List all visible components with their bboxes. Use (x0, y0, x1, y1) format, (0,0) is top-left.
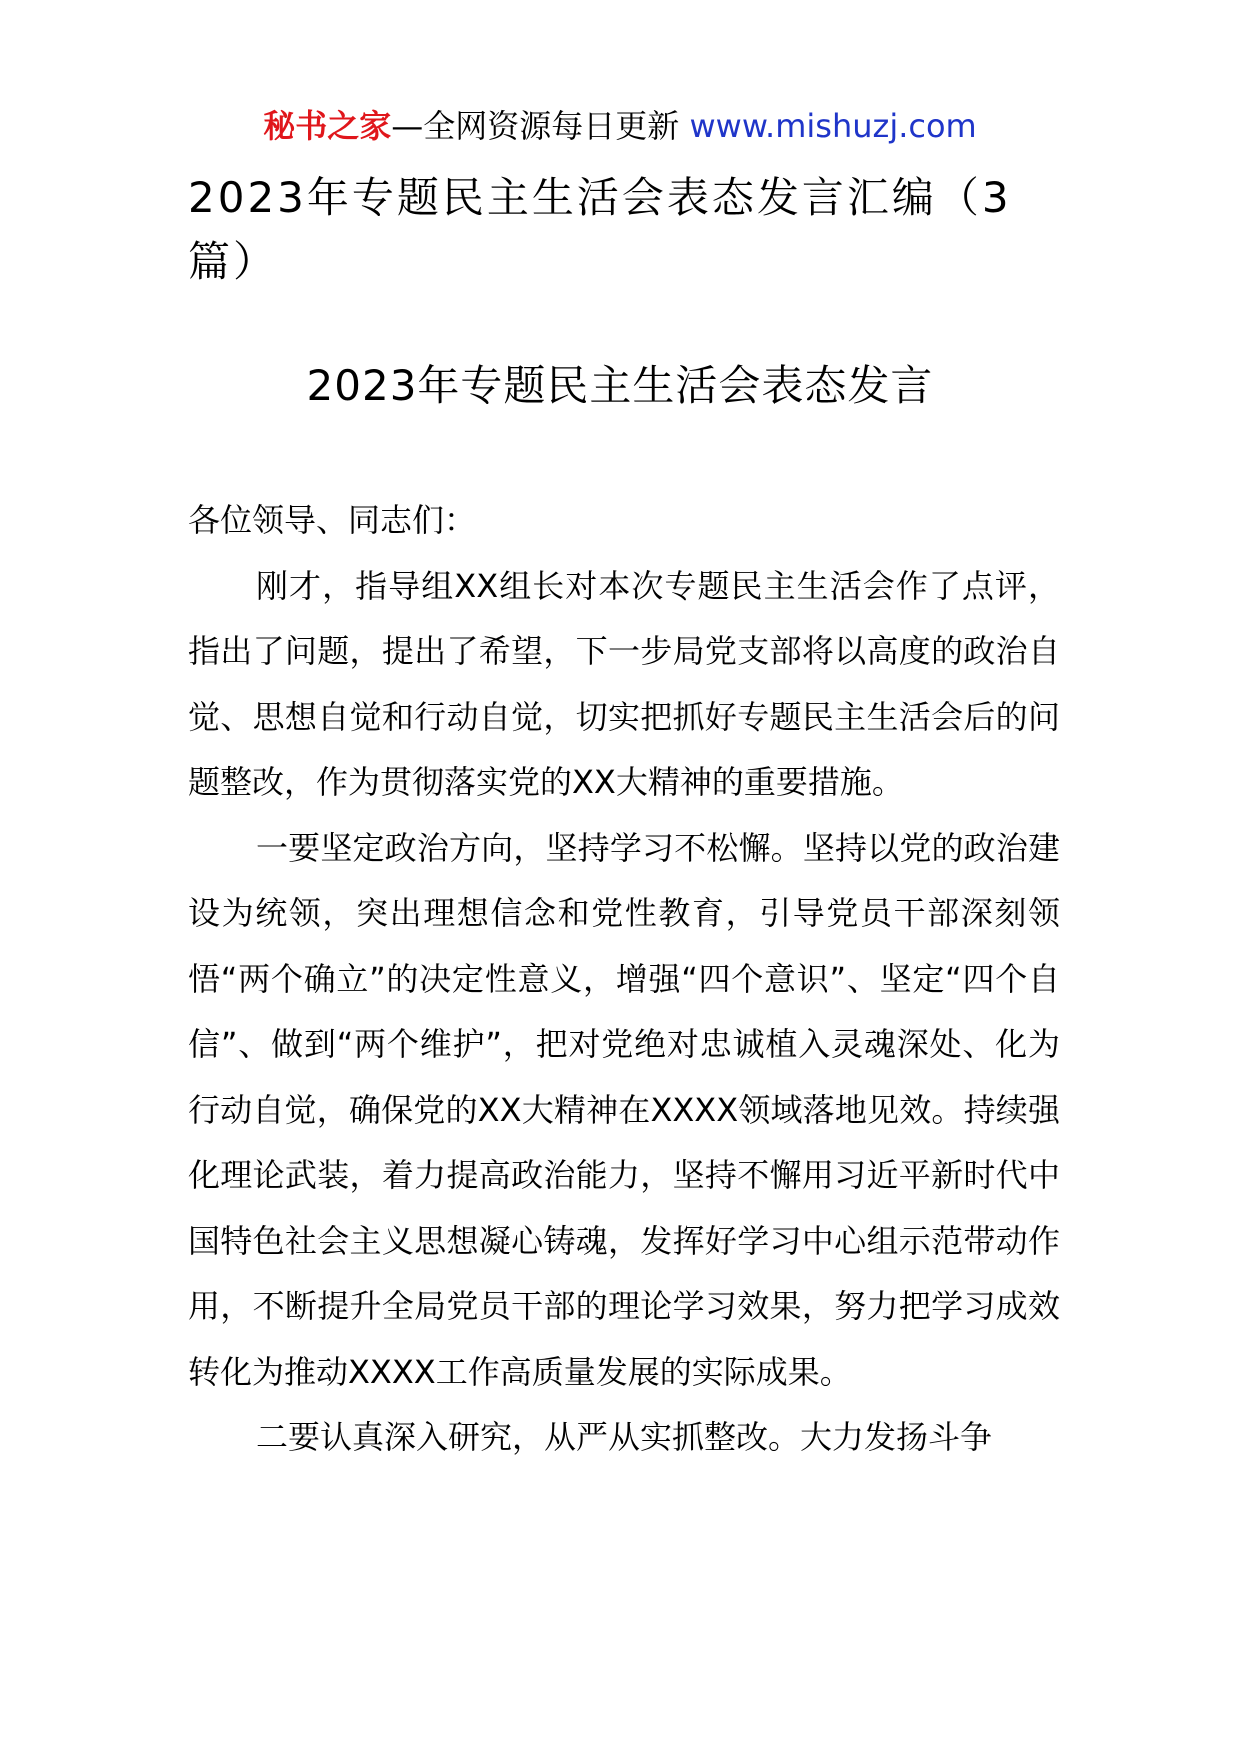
paragraph-2: 一要坚定政治方向，坚持学习不松懈。坚持以党的政治建设为统领，突出理想信念和党性教育，引导党员干部深刻领悟“两个确立”的决定性意义，增强“四个意识”、坚定“四个自信”、做到“两个维护”，把对党绝对忠诚植入灵魂深处、化为行动自觉，确保党的XX大精神在XXXX领域落地见效。持续强化理论武装，着力提高政治能力，坚持不懈用习近平新时代中国特色社会主义思想凝心铸魂，发挥好学习中心组示范带动作用，不断提升全局党员干部的理论学习效果，努力把学习成效转化为推动XXXX工作高质量发展的实际成果。 (188, 828, 1060, 1391)
banner-brand: 秘书之家 (263, 107, 392, 145)
salutation: 各位领导、同志们： (188, 501, 477, 539)
document-body (188, 488, 1060, 1471)
paragraph-3: 二要认真深入研究，从严从实抓整改。大力发扬斗争 (256, 1418, 993, 1456)
banner-url: www.mishuzj.com (689, 107, 977, 145)
paragraph-1: 刚才，指导组XX组长对本次专题民主生活会作了点评，指出了问题，提出了希望，下一步局党支部将以高度的政治自觉、思想自觉和行动自觉，切实把抓好专题民主生活会后的问题整改，作为贯彻落实党的XX大精神的重要措施。 (188, 566, 1060, 801)
document-title: 2023年专题民主生活会表态发言汇编（3篇） (188, 173, 1012, 286)
section-title: 2023年专题民主生活会表态发言 (306, 361, 934, 410)
watermark-banner (0, 104, 1240, 148)
banner-tagline: —全网资源每日更新 (391, 107, 690, 145)
